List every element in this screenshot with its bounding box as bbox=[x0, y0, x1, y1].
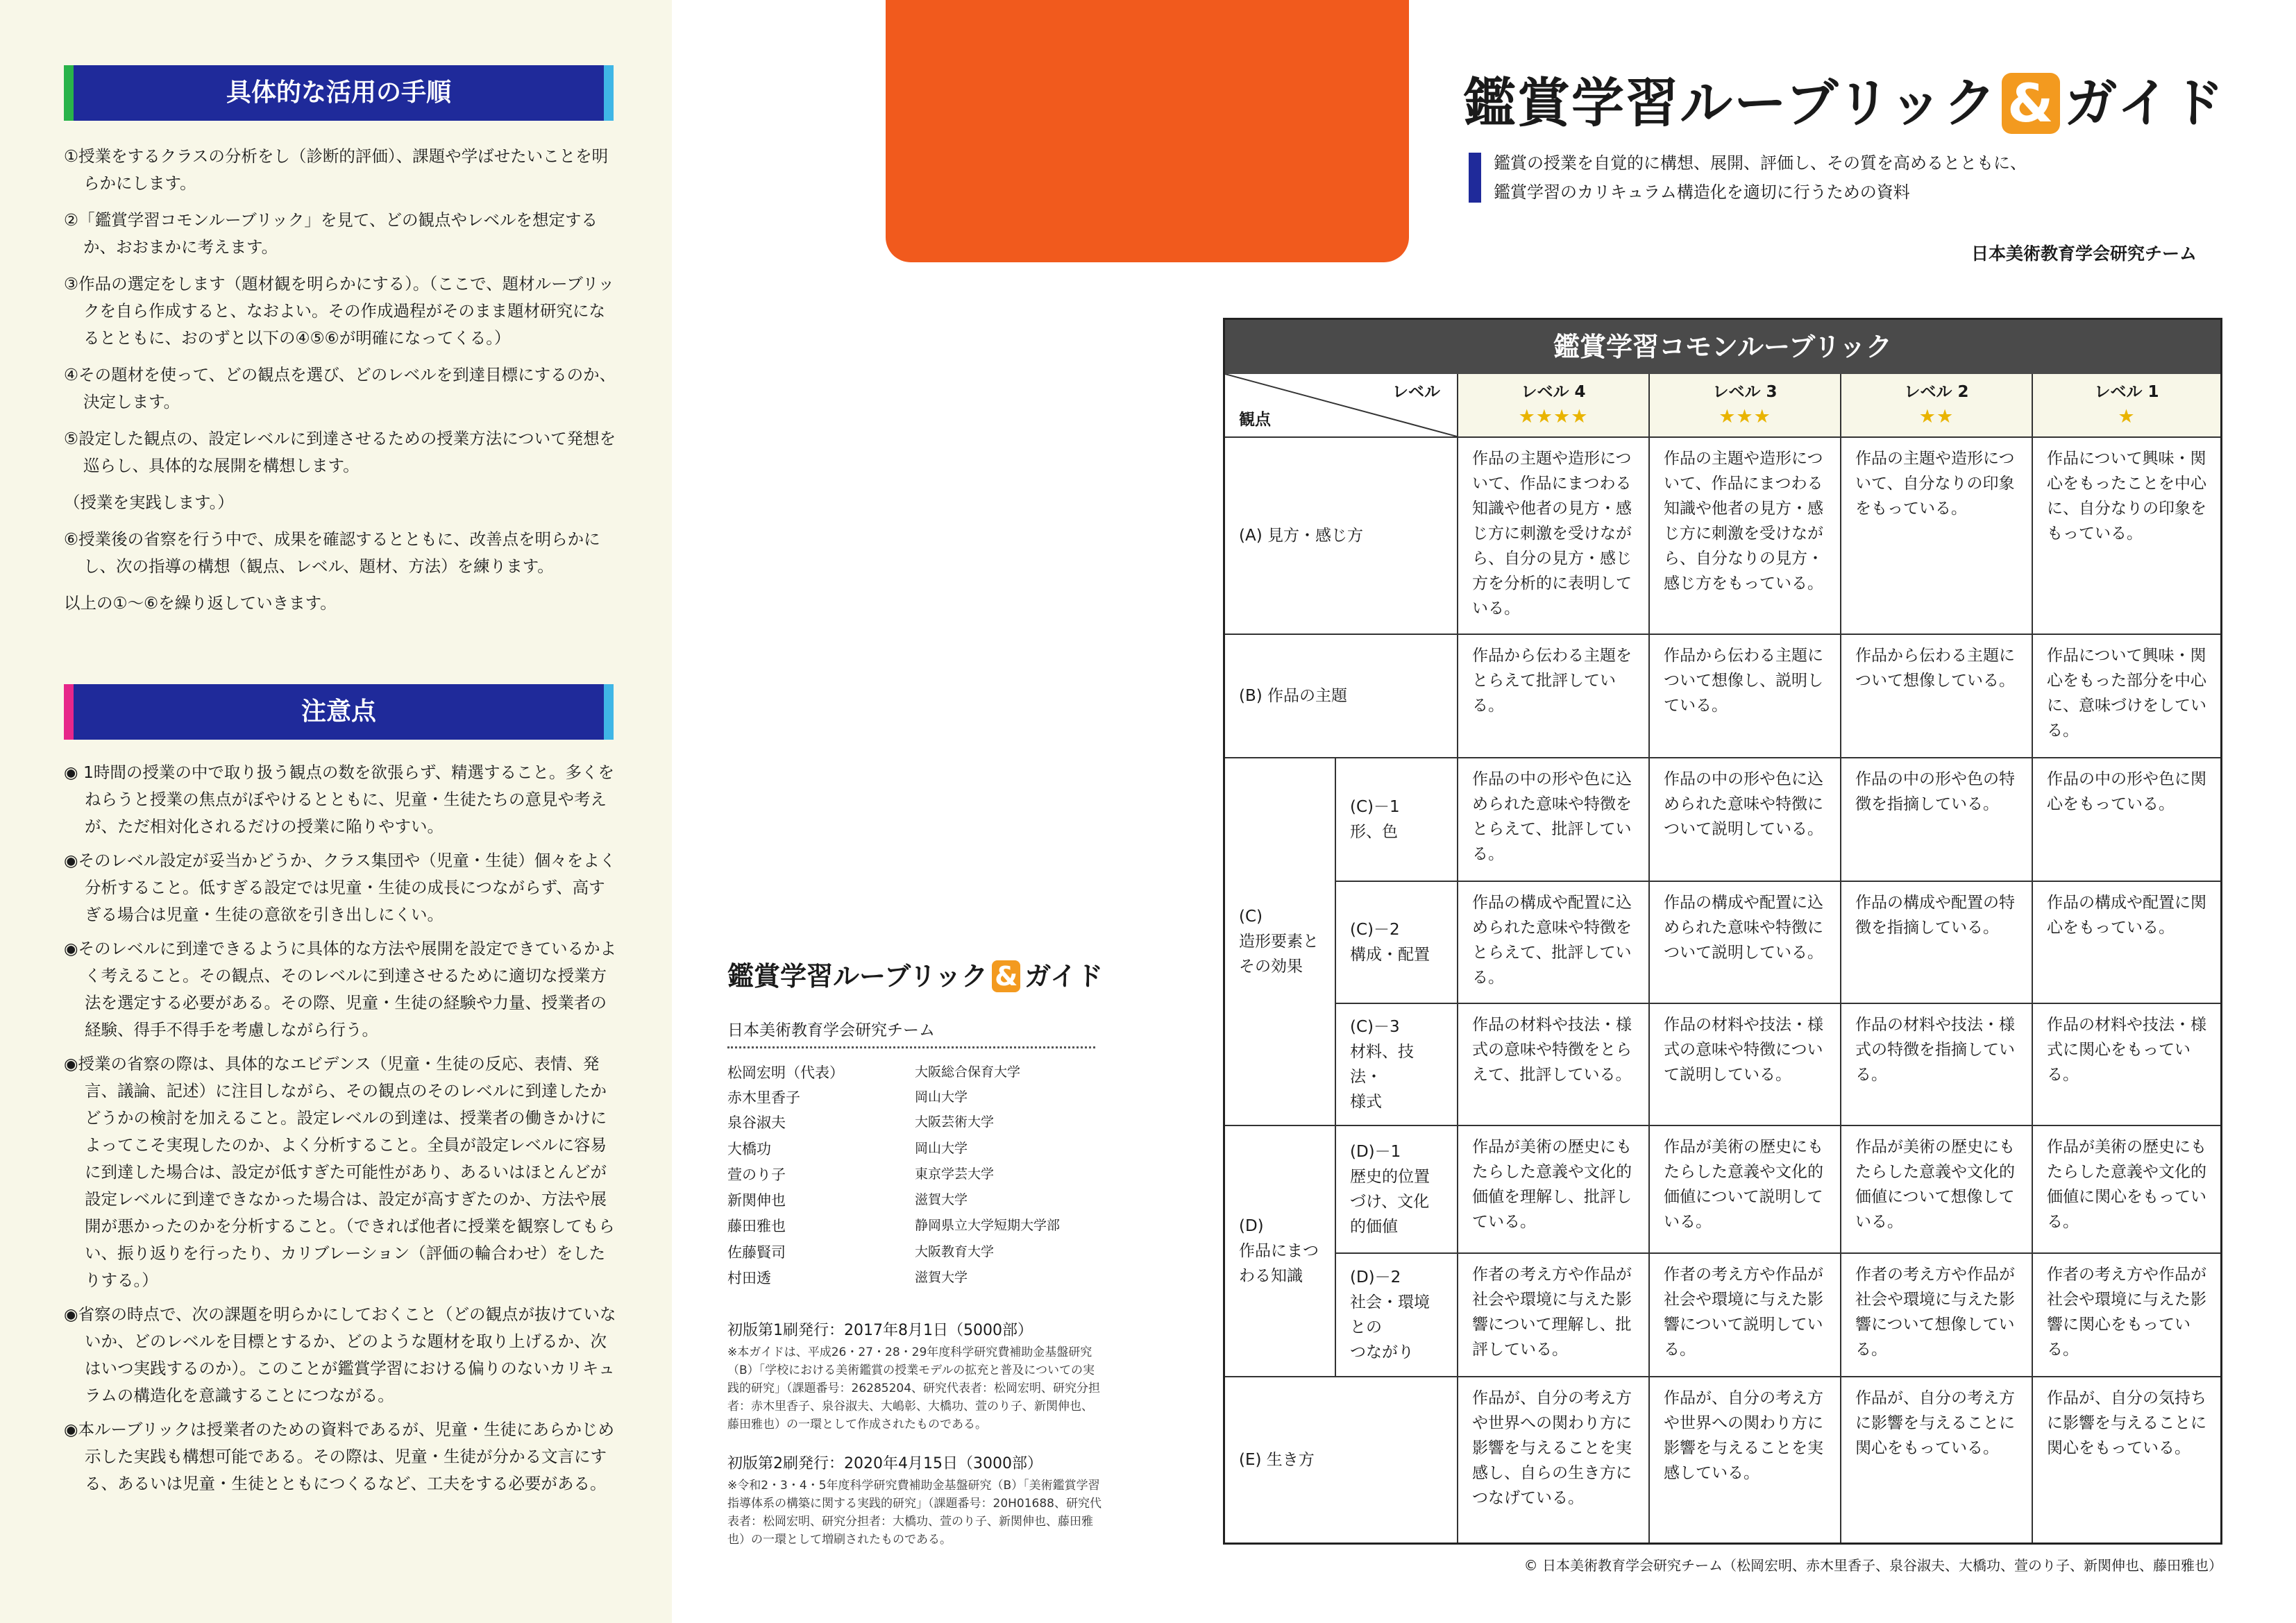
star-rating: ★★★★ bbox=[1518, 406, 1589, 427]
note-1: ◉ 1時間の授業の中で取り扱う観点の数を欲張らず、精選すること。多くをねらうと授業の焦点がぼやけるとともに、児童・生徒たちの意見や考えが、ただ相対化されるだけの授業に陥りやすい。 bbox=[64, 763, 615, 836]
notes-heading: 注意点 bbox=[64, 684, 614, 740]
level-1-header: レベル 1 ★ bbox=[2033, 374, 2220, 438]
rubric-cell: 作品の中の形や色に込められた意味や特徴をとらえて、批評している。 bbox=[1458, 758, 1650, 882]
notes-text bbox=[64, 759, 619, 1504]
viewpoint-c2: (C)－2 構成・配置 bbox=[1336, 882, 1458, 1004]
edition-1: 初版第1刷発行：2017年8月1日（5000部） bbox=[727, 1322, 1033, 1339]
edition-2: 初版第2刷発行：2020年4月15日（3000部） bbox=[727, 1455, 1043, 1472]
procedure-heading: 具体的な活用の手順 bbox=[64, 65, 614, 121]
member-affil: 滋賀大学 bbox=[915, 1270, 968, 1285]
rubric-cell: 作品の構成や配置に込められた意味や特徴について説明している。 bbox=[1650, 882, 1841, 1004]
main-title: 鑑賞学習ルーブリック & ガイド bbox=[1463, 72, 2226, 134]
member-name: 新関伸也 bbox=[727, 1192, 786, 1209]
edition-1-note: ※本ガイドは、平成26・27・28・29年度科学研究費補助金基盤研究（B）「学校における美術鑑賞の授業モデルの拡充と普及についての実践的研究」（課題番号：26285204、研究代表者：松岡宏明、研究分担者：赤木里香子、泉谷淑夫、大嶋彰、大橋功、萱のり子、新関伸也、藤田雅也）の一環として作成されたものである。 bbox=[727, 1345, 1101, 1431]
member-name: 大橋功 bbox=[727, 1141, 771, 1157]
member-name: 佐藤賢司 bbox=[727, 1244, 786, 1261]
rubric-cell: 作者の考え方や作品が社会や環境に与えた影響について想像している。 bbox=[1841, 1254, 2033, 1377]
rubric-cell: 作品が、自分の考え方に影響を与えることに関心をもっている。 bbox=[1841, 1377, 2033, 1543]
note-4: ◉授業の省察の際は、具体的なエビデンス（児童・生徒の反応、表情、発言、議論、記述）に注目しながら、その観点のそのレベルに到達したかどうかの検討を加えること。設定レベルの到達は、授業者の働きかけによってこそ実現したのか、よく分析すること。全員が設定レベルに容易に到達した場合は、設定が低すぎた可能性があり、あるいはほとんどが設定レベルに到達できなかった場合は、設定が高すぎたのか、方法や展開が悪かったのかを分析すること。（できれば他者に授業を観察してもらい、振り返りを行ったり、カリブレーション（評価の輪合わせ）をしたりする。） bbox=[64, 1054, 615, 1290]
rubric-cell: 作者の考え方や作品が社会や環境に与えた影響について説明している。 bbox=[1650, 1254, 1841, 1377]
rubric-cell: 作者の考え方や作品が社会や環境に与えた影響について理解し、批評している。 bbox=[1458, 1254, 1650, 1377]
viewpoint-c-group: (C) 造形要素と その効果 bbox=[1225, 758, 1336, 1126]
level-4-header: レベル 4 ★★★★ bbox=[1458, 374, 1650, 438]
procedure-text bbox=[64, 143, 619, 627]
member-name: 泉谷淑夫 bbox=[727, 1114, 786, 1131]
rubric-title: 鑑賞学習コモンルーブリック bbox=[1225, 320, 2220, 374]
note-2: ◉そのレベル設定が妥当かどうか、クラス集団や（児童・生徒）個々をよく分析すること。低すぎる設定では児童・生徒の成長につながらず、高すぎる場合は児童・生徒の意欲を引き出しにくい。 bbox=[64, 851, 616, 924]
rubric-cell: 作品が、自分の気持ちに影響を与えることに関心をもっている。 bbox=[2047, 1389, 2206, 1457]
member-name: 村田透 bbox=[727, 1270, 771, 1286]
rubric-cell: 作品が、自分の考え方や世界への関わり方に影響を与えることを実感している。 bbox=[1650, 1377, 1841, 1543]
step-1: ①授業をするクラスの分析をし（診断的評価）、課題や学ばせたいことを明らかにします。 bbox=[64, 146, 609, 193]
level-2-header: レベル 2 ★★ bbox=[1841, 374, 2033, 438]
step-repeat: 以上の①〜⑥を繰り返していきます。 bbox=[64, 593, 337, 613]
rubric-cell: 作品から伝わる主題について想像している。 bbox=[1841, 635, 2033, 758]
star-rating: ★★★ bbox=[1719, 406, 1771, 427]
rubric-cell: 作品の主題や造形について、作品にまつわる知識や他者の見方・感じ方に刺激を受けながら、自分の見方・感じ方を分析的に表明している。 bbox=[1458, 438, 1650, 635]
rubric-cell: 作品について興味・関心をもった部分を中心に、意味づけをしている。 bbox=[2033, 635, 2220, 758]
rubric-cell: 作品の材料や技法・様式の意味や特徴について説明している。 bbox=[1650, 1004, 1841, 1126]
green-accent bbox=[64, 65, 74, 121]
team-name: 日本美術教育学会研究チーム bbox=[1971, 244, 2197, 264]
rubric-cell: 作品の主題や造形について、作品にまつわる知識や他者の見方・感じ方に刺激を受けながら、自分なりの見方・感じ方をもっている。 bbox=[1650, 438, 1841, 635]
member-affil: 大阪総合保育大学 bbox=[915, 1064, 1021, 1080]
magenta-accent bbox=[64, 684, 74, 740]
corner-viewpoint: 観点 bbox=[1239, 411, 1271, 429]
ampersand-badge: & bbox=[2002, 73, 2060, 134]
small-title: 鑑賞学習ルーブリック & ガイド bbox=[727, 961, 1104, 992]
corner-level: レベル bbox=[1392, 383, 1440, 401]
step-practice: （授業を実践します。） bbox=[64, 493, 234, 512]
step-6: ⑥授業後の省察を行う中で、成果を確認するとともに、改善点を明らかにし、次の指導の構想（観点、レベル、題材、方法）を練ります。 bbox=[64, 529, 600, 576]
rubric-cell: 作品の中の形や色に込められた意味や特徴について説明している。 bbox=[1650, 758, 1841, 882]
divider bbox=[727, 1046, 1095, 1048]
member-affil: 岡山大学 bbox=[915, 1141, 968, 1156]
rubric-cell: 作品が美術の歴史にもたらした意義や文化的価値について想像している。 bbox=[1841, 1126, 2033, 1254]
step-4: ④その題材を使って、どの観点を選び、どのレベルを到達目標にするのか、決定します。 bbox=[64, 365, 616, 411]
member-name: 赤木里香子 bbox=[727, 1089, 800, 1106]
step-5: ⑤設定した観点の、設定レベルに到達させるための授業方法について発想を巡らし、具体的な展開を構想します。 bbox=[64, 429, 616, 475]
viewpoint-a: (A) 見方・感じ方 bbox=[1225, 438, 1458, 635]
rubric-table bbox=[1223, 318, 2222, 1545]
viewpoint-d1: (D)－1 歴史的位置づけ、文化的価値 bbox=[1336, 1126, 1458, 1254]
viewpoint-d2: (D)－2 社会・環境との つながり bbox=[1336, 1254, 1458, 1377]
rubric-cell: 作品が、自分の考え方や世界への関わり方に影響を与えることを実感し、自らの生き方につなげている。 bbox=[1458, 1377, 1650, 1543]
rubric-cell: 作品が美術の歴史にもたらした意義や文化的価値について説明している。 bbox=[1650, 1126, 1841, 1254]
level-3-header: レベル 3 ★★★ bbox=[1650, 374, 1841, 438]
note-3: ◉そのレベルに到達できるように具体的な方法や展開を設定できているかよく考えること。その観点、そのレベルに到達させるために適切な授業方法を選定する必要がある。その際、児童・生徒の経験や力量、授業者の経験、得手不得手を考慮しながら行う。 bbox=[64, 939, 617, 1039]
rubric-cell: 作品から伝わる主題をとらえて批評している。 bbox=[1458, 635, 1650, 758]
rubric-cell: 作品が美術の歴史にもたらした意義や文化的価値に関心をもっている。 bbox=[2033, 1126, 2220, 1254]
member-affil: 岡山大学 bbox=[915, 1089, 968, 1105]
rubric-cell: 作品の構成や配置に込められた意味や特徴をとらえて、批評している。 bbox=[1458, 882, 1650, 1004]
star-rating: ★ bbox=[2118, 406, 2136, 427]
rubric-cell: 作品の材料や技法・様式の意味や特徴をとらえて、批評している。 bbox=[1458, 1004, 1650, 1126]
rubric-cell: 作品の中の形や色の特徴を指摘している。 bbox=[1841, 758, 2033, 882]
rubric-cell: 作品の主題や造形について、自分なりの印象をもっている。 bbox=[1841, 438, 2033, 635]
step-2: ②「鑑賞学習コモンルーブリック」を見て、どの観点やレベルを想定するか、おおまかに考えます。 bbox=[64, 210, 598, 257]
note-6: ◉本ルーブリックは授業者のための資料であるが、児童・生徒にあらかじめ示した実践も構想可能である。その際は、児童・生徒が分かる文言にする、あるいは児童・生徒とともにつくるなど、工夫をする必要がある。 bbox=[64, 1420, 614, 1493]
rubric-cell: 作品の構成や配置の特徴を指摘している。 bbox=[1841, 882, 2033, 1004]
viewpoint-e: (E) 生き方 bbox=[1225, 1377, 1458, 1543]
edition-2-note: ※令和2・3・4・5年度科学研究費補助金基盤研究（B）「美術鑑賞学習指導体系の構築に関する実践的研究」（課題番号：20H01688、研究代表者：松岡宏明、研究分担者：大橋功、萱のり子、新関伸也、藤田雅也）の一環として増刷されたものである。 bbox=[727, 1479, 1101, 1547]
member-affil: 静岡県立大学短期大学部 bbox=[915, 1218, 1061, 1233]
viewpoint-c1: (C)－1 形、色 bbox=[1336, 758, 1458, 882]
subtitle: 鑑賞の授業を自覚的に構想、展開、評価し、その質を高めるとともに、 鑑賞学習のカリキュラム構造化を適切に行うための資料 bbox=[1494, 153, 2027, 202]
note-5: ◉省察の時点で、次の課題を明らかにしておくこと（どの観点が抜けていないか、どのレベルを目標とするか、どのような題材を取り上げるか、次はいつ実践するのか）。このことが鑑賞学習における偏りのないカリキュラムの構造化を意識することにつながる。 bbox=[64, 1305, 616, 1405]
rubric-cell: 作品について興味・関心をもったことを中心に、自分なりの印象をもっている。 bbox=[2033, 438, 2220, 635]
ampersand-badge: & bbox=[992, 960, 1020, 992]
orange-block bbox=[886, 0, 1409, 262]
member-affil: 滋賀大学 bbox=[915, 1192, 968, 1207]
rubric-cell: 作者の考え方や作品が社会や環境に与えた影響に関心をもっている。 bbox=[2033, 1254, 2220, 1377]
rubric-cell: 作品の構成や配置に関心をもっている。 bbox=[2033, 882, 2220, 1004]
rubric-cell: 作品の材料や技法・様式の特徴を指摘している。 bbox=[1841, 1004, 2033, 1126]
step-3: ③作品の選定をします（題材観を明らかにする）。（ここで、題材ルーブリックを自ら作成すると、なおよい。その作成過程がそのまま題材研究になるとともに、おのずと以下の④⑤⑥が明確になってくる。） bbox=[64, 274, 615, 348]
member-affil: 大阪教育大学 bbox=[915, 1244, 995, 1259]
member-name: 松岡宏明（代表） bbox=[727, 1064, 844, 1081]
star-rating: ★★ bbox=[1918, 406, 1955, 427]
rubric-cell: 作品の中の形や色に関心をもっている。 bbox=[2033, 758, 2220, 882]
viewpoint-b: (B) 作品の主題 bbox=[1225, 635, 1458, 758]
subtitle-bar bbox=[1469, 153, 1481, 203]
cyan-accent bbox=[604, 65, 614, 121]
rubric-cell: 作品が美術の歴史にもたらした意義や文化的価値を理解し、批評している。 bbox=[1458, 1126, 1650, 1254]
viewpoint-c3: (C)－3 材料、技法・ 様式 bbox=[1336, 1004, 1458, 1126]
member-affil: 大阪芸術大学 bbox=[915, 1114, 995, 1130]
rubric-cell: 作品から伝わる主題について想像し、説明している。 bbox=[1650, 635, 1841, 758]
member-name: 藤田雅也 bbox=[727, 1218, 786, 1234]
rubric-cell: 作品の材料や技法・様式に関心をもっている。 bbox=[2033, 1004, 2220, 1126]
copyright: © 日本美術教育学会研究チーム（松岡宏明、赤木里香子、泉谷淑夫、大橋功、萱のり子、新関伸也、藤田雅也） bbox=[1523, 1557, 2222, 1574]
member-affil: 東京学芸大学 bbox=[915, 1166, 995, 1182]
corner-cell bbox=[1225, 374, 1458, 438]
small-team: 日本美術教育学会研究チーム bbox=[727, 1021, 935, 1039]
viewpoint-d-group: (D) 作品にまつ わる知識 bbox=[1225, 1126, 1336, 1377]
cyan-accent bbox=[604, 684, 614, 740]
member-name: 萱のり子 bbox=[727, 1166, 786, 1183]
